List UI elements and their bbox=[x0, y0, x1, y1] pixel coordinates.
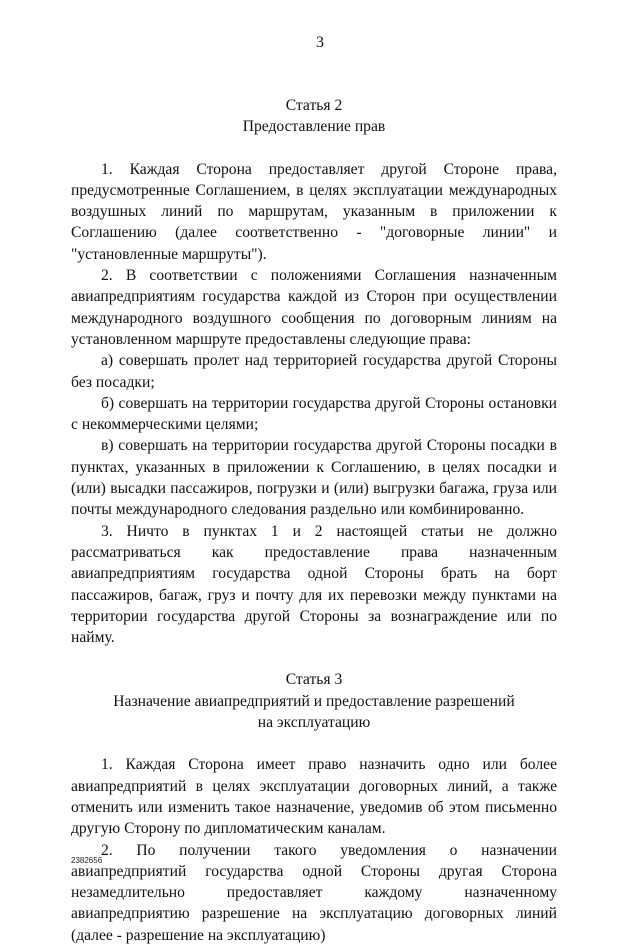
article-3-title-line-1: Назначение авиапредприятий и предоставление разрешений bbox=[113, 692, 515, 710]
article-2-paragraph-2: 2. В соответствии с положениями Соглашения назначенным авиапредприятиям государства каждой из Сторон при осуществлении международного воздушного сообщения по договорным линиям на установленном маршруте предоставлены следующие права: bbox=[71, 267, 557, 348]
article-2-item-b: б) совершать на территории государства другой Стороны остановки с некоммерческими целями; bbox=[71, 394, 557, 434]
article-2-heading bbox=[71, 95, 557, 138]
page-number: 3 bbox=[316, 34, 324, 51]
article-2-item-c: в) совершать на территории государства другой Стороны посадки в пунктах, указанных в приложении к Соглашению, в целях посадки и (или) высадки пассажиров, погрузки и (или) выгрузки багажа, груза или почты международного следования раздельно или комбинированно. bbox=[71, 437, 557, 519]
article-3-paragraph-2: 2. По получении такого уведомления о назначении авиапредприятий государства одной Стороны другая Сторона незамедлительно предоставляет каждому назначенному авиапредприятию разрешение на эксплуатацию договорных линий (далее - разрешение на эксплуатацию) bbox=[71, 841, 557, 944]
article-2-number: Статья 2 bbox=[285, 97, 343, 114]
article-2-item-a: а) совершать пролет над территорией государства другой Стороны без посадки; bbox=[71, 352, 557, 391]
document-code: 2382656 bbox=[71, 856, 103, 865]
article-3-number: Статья 3 bbox=[285, 671, 343, 689]
article-3-title-line-2: на эксплуатацию bbox=[257, 714, 371, 732]
article-3-paragraph-1: 1. Каждая Сторона имеет право назначить одно или более авиапредприятий в целях эксплуатации договорных линий, а также отменить или изменить такое назначение, уведомив об этом письменно другую Сторону по дипломатическим каналам. bbox=[71, 756, 557, 838]
article-3-heading bbox=[71, 669, 557, 733]
article-2-paragraph-3: 3. Ничто в пунктах 1 и 2 настоящей статьи не должно рассматриваться как предоставление права назначенным авиапредприятиям государства одной Стороны брать на борт пассажиров, багаж, груз и почту для их перевозки между пунктами на территории государства другой Стороны за вознаграждение или по найму. bbox=[71, 522, 557, 647]
article-2-paragraph-1: 1. Каждая Сторона предоставляет другой Стороне права, предусмотренные Соглашением, в целях эксплуатации международных воздушных линий по маршрутам, указанным в приложении к Соглашению (далее соответственно - "договорные линии" и "установленные маршруты"). bbox=[71, 160, 557, 263]
article-2-title: Предоставление прав bbox=[242, 118, 386, 136]
document-body bbox=[71, 95, 557, 946]
